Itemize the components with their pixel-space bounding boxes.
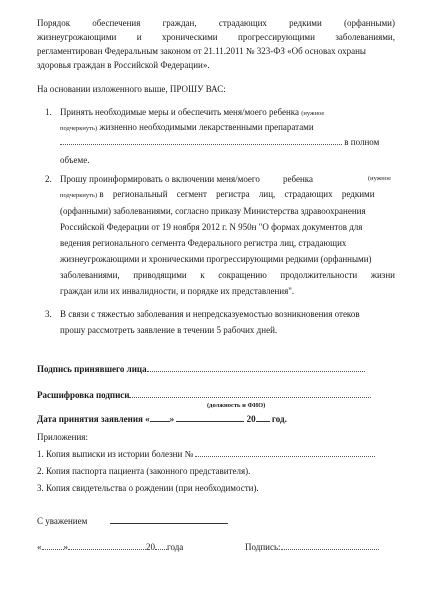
item-3-line-1: В связи с тяжестью заболевания и непредсказуемостью возникновения отеков [60,309,360,319]
item-2-line-2 [60,187,375,203]
footer-year-field[interactable] [155,540,167,550]
item-2-line-3: (орфанными) заболеваниями, согласно приказу Министерства здравоохранения [60,206,366,216]
respect-row [37,514,228,528]
item-2-line-4: Российской Федерации от 19 ноября 2012 г. N 950н "О формах документов для [60,222,363,232]
date-accept-mid: » [169,414,175,424]
item-1-hint: (нужное [301,110,325,117]
signature-receiver-label: Подпись принявшего лица [37,364,147,374]
item-2-line-6: жизнеугрожающими и хроническими прогрессирующими редкими (орфанными) [60,254,372,264]
item-2-line-7: заболеваниями, приводящими к сокращению продолжительности жизни [60,270,395,280]
item-1-line-1 [60,105,324,121]
item-2-text-2: в региональный сегмент регистра лиц, страдающих редкими [99,189,375,199]
footer-sign-row [245,540,379,554]
item-1-text: Принять необходимые меры и обеспечить меня/моего ребенка [60,107,299,117]
item-1-line-3 [60,135,379,149]
footer-sign-field[interactable] [281,540,379,550]
date-accept-day-field[interactable] [150,412,170,422]
item-2-number: 2. [45,174,52,184]
footer-year-word: года [167,542,184,552]
item-1-line-2 [60,120,314,136]
signature-decode-field[interactable] [129,388,371,398]
intro-line-1: Порядок обеспечения граждан, страдающих редкими (орфанными) [37,18,395,28]
intro-line-2: жизнеугрожающими и хроническими прогрессирующими заболеваниями, [37,32,395,42]
date-accept-year-field[interactable] [256,412,270,422]
footer-year: 20 [146,542,155,552]
request-heading: На основании изложенного выше, ПРОШУ ВАС: [37,84,226,94]
item-2-line-1 [60,172,395,186]
footer-day-field[interactable] [42,540,64,550]
item-2-line-8: граждан или их инвалидности, и порядке их представления". [60,286,295,296]
footer-sign-label: Подпись: [245,542,281,552]
medication-field[interactable] [60,135,342,145]
footer-open-quote: « [37,542,42,552]
item-2-line-5: ведения регионального сегмента Федерального регистра лиц, страдающих [60,238,347,248]
item-1-text-2: жизненно необходимыми лекарственными препаратами [99,122,314,132]
attachment-2: 2. Копия паспорта пациента (законного представителя). [37,466,251,476]
date-accept-row [37,412,287,426]
item-1-line-4: объеме. [60,155,90,165]
date-accept-suffix: год. [271,414,287,424]
intro-line-4: здоровья граждан в Российской Федерации». [37,60,210,70]
date-accept-year: 20 [246,414,256,424]
item-1-text-3: в полном [344,137,380,147]
attachment-3: 3. Копия свидетельства о рождении (при необходимости). [37,483,259,493]
item-1-hint-2: подчеркнуть) [60,125,98,132]
signature-receiver-field[interactable] [147,362,365,372]
footer-month-field[interactable] [68,540,146,550]
attachments-heading: Приложения: [37,432,88,442]
signature-decode-row [37,388,371,402]
position-hint: (должность и ФИО) [207,402,266,409]
item-2-hint: (нужное [368,175,391,182]
signature-receiver-row [37,362,365,376]
attachment-1-row [37,447,375,461]
date-accept-prefix: Дата принятия заявления « [37,414,150,424]
signature-decode-label: Расшифровка подписи [37,390,130,400]
footer-close-quote: » [63,542,68,552]
footer-date-row [37,540,183,554]
date-accept-month-field[interactable] [176,412,244,422]
item-2-hint-2: подчеркнуть) [60,192,98,199]
item-2-child: ребенка [283,174,313,184]
attachment-1: 1. Копия выписки из истории болезни № [37,449,194,459]
item-3-line-2: прошу рассмотреть заявление в течении 5 рабочих дней. [60,325,278,335]
respect-signature-field[interactable] [110,514,228,524]
intro-line-3: регламентирован Федеральным законом от 21.11.2011 № 323-ФЗ «Об основах охраны [37,46,366,56]
item-3-number: 3. [45,309,52,319]
item-1-number: 1. [45,107,52,117]
attachment-1-number-field[interactable] [195,447,375,457]
respect-label: С уважением [37,516,88,526]
item-2-text: Прошу проинформировать о включении меня/моего [60,174,260,184]
